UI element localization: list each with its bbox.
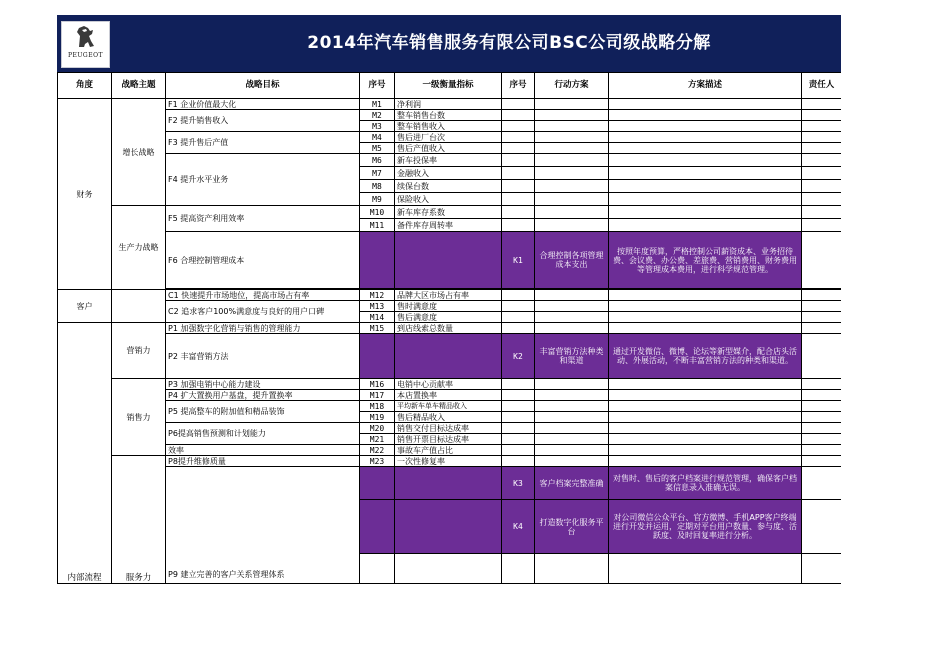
table-row <box>58 456 842 467</box>
metric-no: M2 <box>360 110 395 121</box>
metric-no: M7 <box>360 167 395 180</box>
metric-name: 整车销售收入 <box>395 121 502 132</box>
metric-no: M3 <box>360 121 395 132</box>
lion-icon <box>62 22 109 52</box>
goal-cell: P5 提高整车的附加值和精品装饰 <box>166 401 360 423</box>
action-desc: 通过开发微信、微博、论坛等新型媒介，配合店头活动、外展活动，不断丰富营销方法的种类和渠道。 <box>609 334 802 379</box>
table-row <box>58 390 842 401</box>
metric-name: 平均新车单车精品收入 <box>395 401 502 412</box>
metric-no: M14 <box>360 312 395 323</box>
table-row <box>58 132 842 143</box>
strategy-table <box>57 72 841 584</box>
metric-name: 新车投保率 <box>395 154 502 167</box>
table-row <box>58 290 842 301</box>
table-row <box>58 423 842 434</box>
metric-name: 电销中心贡献率 <box>395 379 502 390</box>
theme-cell: 增长战略 <box>112 99 166 206</box>
table-row <box>58 99 842 110</box>
action-name: 丰富营销方法种类和渠道 <box>535 334 609 379</box>
metric-name: 金融收入 <box>395 167 502 180</box>
metric-no: M20 <box>360 423 395 434</box>
metric-name: 本店置换率 <box>395 390 502 401</box>
goal-cell: F2 提升销售收入 <box>166 110 360 132</box>
metric-name: 销售开票目标达成率 <box>395 434 502 445</box>
metric-no: M19 <box>360 412 395 423</box>
header-owner: 责任人 <box>802 73 842 99</box>
goal-cell: P3 加强电销中心能力建设 <box>166 379 360 390</box>
header-desc: 方案描述 <box>609 73 802 99</box>
metric-name: 事故车产值占比 <box>395 445 502 456</box>
action-desc: 对公司微信公众平台、官方微博、手机APP客户终端进行开发并运用，定期对平台用户数量、参与度、活跃度、及时回复率进行分析。 <box>609 500 802 554</box>
goal-cell: F5 提高资产利用效率 <box>166 206 360 232</box>
perspective-cell: 客户 <box>58 290 112 323</box>
perspective-cell: 内部流程 <box>58 323 112 584</box>
table-row <box>58 334 842 379</box>
metric-no: M23 <box>360 456 395 467</box>
metric-name: 保险收入 <box>395 193 502 206</box>
action-no: K2 <box>502 334 535 379</box>
header-perspective: 角度 <box>58 73 112 99</box>
action-desc: 按照年度预算，严格控制公司薪资成本、业务招待费、会议费、办公费、差旅费、营销费用、财务费用等管理成本费用，进行科学规范管理。 <box>609 232 802 289</box>
metric-name: 售时满意度 <box>395 301 502 312</box>
goal-cell: P6提高销售预测和计划能力 <box>166 423 360 445</box>
table-row <box>58 323 842 334</box>
action-no: K1 <box>502 232 535 289</box>
metric-no: M10 <box>360 206 395 219</box>
goal-cell: C2 追求客户100%满意度与良好的用户口碑 <box>166 301 360 323</box>
table-row <box>58 154 842 167</box>
theme-cell: 生产力战略 <box>112 206 166 290</box>
metric-no: M5 <box>360 143 395 154</box>
action-no: K4 <box>502 500 535 554</box>
metric-name: 品牌大区市场占有率 <box>395 290 502 301</box>
action-desc: 对售时、售后的客户档案进行规范管理，确保客户档案信息录入准确无误。 <box>609 467 802 500</box>
metric-no: M9 <box>360 193 395 206</box>
goal-cell: F3 提升售后产值 <box>166 132 360 154</box>
metric-no: M22 <box>360 445 395 456</box>
goal-cell: P1 加强数字化营销与销售的管理能力 <box>166 323 360 334</box>
perspective-cell: 财务 <box>58 99 112 290</box>
metric-no: M16 <box>360 379 395 390</box>
action-no: K3 <box>502 467 535 500</box>
peugeot-logo <box>61 21 110 68</box>
header-goal: 战略目标 <box>166 73 360 99</box>
table-row <box>58 467 842 500</box>
spreadsheet <box>57 15 841 615</box>
theme-cell: 销售力 <box>112 379 166 456</box>
table-row <box>58 110 842 121</box>
metric-name: 新车库存系数 <box>395 206 502 219</box>
metric-no: M13 <box>360 301 395 312</box>
metric-no: M11 <box>360 219 395 232</box>
metric-name: 售后精品收入 <box>395 412 502 423</box>
title-bar <box>57 15 841 72</box>
metric-no: M12 <box>360 290 395 301</box>
goal-cell: P8提升维修质量 <box>166 456 360 467</box>
header-no1: 序号 <box>360 73 395 99</box>
theme-cell: 营销力 <box>112 323 166 379</box>
goal-cell: P2 丰富营销方法 <box>166 334 360 379</box>
metric-name: 净利润 <box>395 99 502 110</box>
metric-name: 销售交付目标达成率 <box>395 423 502 434</box>
action-name: 客户档案完整准确 <box>535 467 609 500</box>
metric-no: M15 <box>360 323 395 334</box>
goal-cell: P4 扩大置换用户基盘，提升置换率 <box>166 390 360 401</box>
table-row <box>58 206 842 219</box>
goal-cell: 效率 <box>166 445 360 456</box>
logo-text: PEUGEOT <box>67 52 104 59</box>
metric-no: M8 <box>360 180 395 193</box>
metric-no: M1 <box>360 99 395 110</box>
metric-name: 整车销售台数 <box>395 110 502 121</box>
goal-cell: F1 企业价值最大化 <box>166 99 360 110</box>
metric-name: 到店线索总数量 <box>395 323 502 334</box>
table-row <box>58 445 842 456</box>
metric-name: 售后满意度 <box>395 312 502 323</box>
goal-cell: F4 提升水平业务 <box>166 154 360 206</box>
action-name: 合理控制各项管理成本支出 <box>535 232 609 289</box>
page-title: 2014年汽车销售服务有限公司BSC公司级战略分解 <box>307 33 711 53</box>
header-no2: 序号 <box>502 73 535 99</box>
header-theme: 战略主题 <box>112 73 166 99</box>
header-row <box>58 73 842 99</box>
header-kpi: 一级衡量指标 <box>395 73 502 99</box>
metric-name: 备件库存周转率 <box>395 219 502 232</box>
metric-no: M18 <box>360 401 395 412</box>
table-row <box>58 232 842 289</box>
metric-name: 售后进厂台次 <box>395 132 502 143</box>
table-row <box>58 401 842 412</box>
goal-cell: P9 建立完善的客户关系管理体系 <box>166 467 360 584</box>
metric-no: M21 <box>360 434 395 445</box>
metric-name: 一次性修复率 <box>395 456 502 467</box>
table-row <box>58 301 842 312</box>
metric-no: M6 <box>360 154 395 167</box>
goal-cell: F6 合理控制管理成本 <box>166 232 360 289</box>
table-row <box>58 379 842 390</box>
metric-name: 售后产值收入 <box>395 143 502 154</box>
action-name: 打造数字化服务平台 <box>535 500 609 554</box>
metric-no: M4 <box>360 132 395 143</box>
theme-cell: 服务力 <box>112 456 166 584</box>
metric-no: M17 <box>360 390 395 401</box>
goal-cell: C1 快速提升市场地位，提高市场占有率 <box>166 290 360 301</box>
header-action: 行动方案 <box>535 73 609 99</box>
metric-name: 续保台数 <box>395 180 502 193</box>
